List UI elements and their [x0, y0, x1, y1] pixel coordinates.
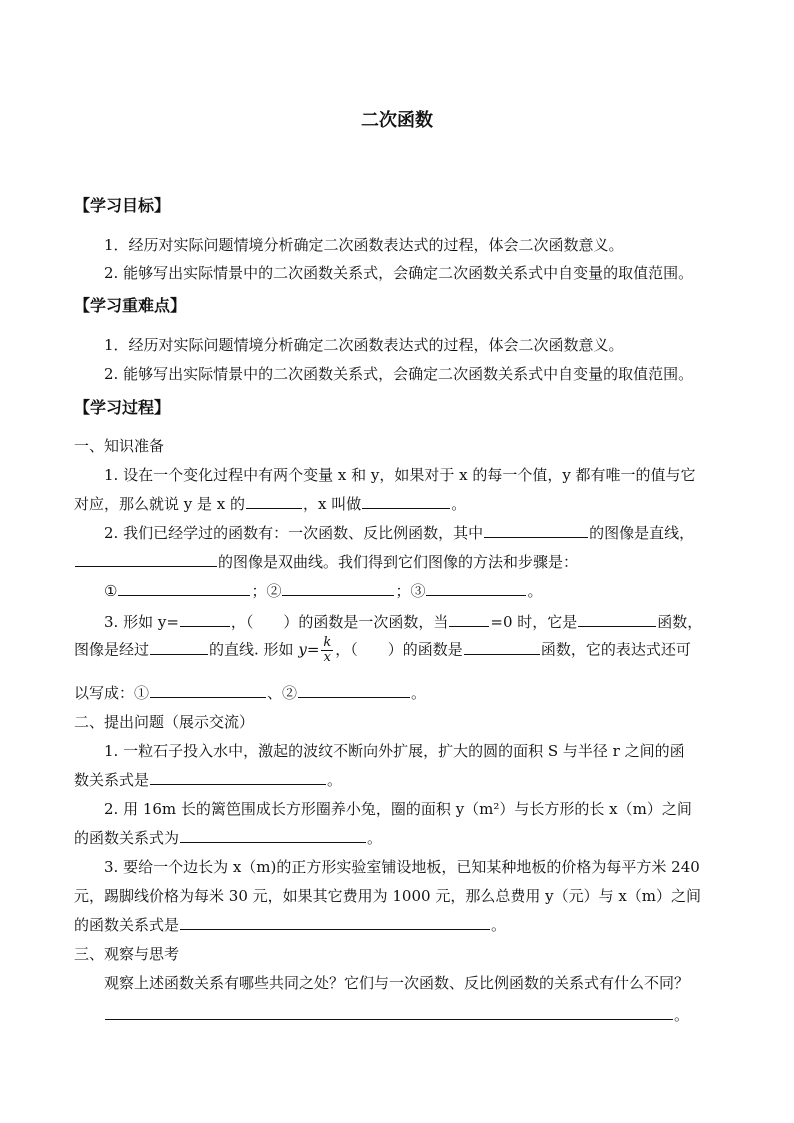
answer-blank[interactable]	[449, 611, 489, 627]
formula-equals: =	[306, 640, 320, 659]
text: 。	[451, 495, 467, 513]
part1-q2-line1	[104, 522, 694, 543]
answer-blank[interactable]	[150, 639, 208, 655]
text: 的函数关系式是	[74, 916, 180, 934]
text: 函数，	[657, 613, 703, 631]
part1-q3-line2	[74, 636, 691, 665]
text: =0 时，它是	[490, 613, 578, 631]
text: 。	[527, 582, 543, 600]
part2-heading: 二、提出问题（展示交流）	[74, 713, 255, 731]
part2-q1-line2	[74, 769, 342, 790]
part3-heading: 三、观察与思考	[74, 945, 180, 963]
answer-blank[interactable]	[180, 827, 366, 843]
part2-q3-line1: 3. 要给一个边长为 x（m)的正方形实验室铺设地板，已知某种地板的价格为每平方米 240	[104, 858, 700, 876]
difficulty-item-1: 1．经历对实际问题情境分析确定二次函数表达式的过程，体会二次函数意义。	[104, 336, 624, 354]
formula-y: y	[298, 640, 307, 659]
text: 。	[674, 1006, 690, 1024]
part1-q3-line1	[104, 611, 702, 632]
answer-blank[interactable]	[282, 580, 394, 596]
section-process: 【学习过程】	[74, 398, 171, 417]
text: 2. 我们已经学过的函数有：一次函数、反比例函数，其中	[104, 524, 484, 542]
text: 图像是经过	[74, 640, 150, 659]
answer-blank[interactable]	[484, 522, 588, 538]
part1-q2-line3	[104, 580, 543, 601]
part2-q3-line2: 元，踢脚线价格为每米 30 元，如果其它费用为 1000 元，那么总费用 y（元）与 x（m）之间	[74, 887, 702, 905]
answer-blank[interactable]	[118, 580, 250, 596]
text: 的直线. 形如	[209, 640, 294, 659]
answer-blank[interactable]	[362, 493, 450, 509]
part1-q1-line1: 1. 设在一个变化过程中有两个变量 x 和 y，如果对于 x 的每一个值，y 都有唯一的值与它	[104, 466, 696, 484]
text: ，（ ）的函数是一次函数，当	[230, 613, 449, 631]
text: ，（ ）的函数是	[335, 640, 463, 659]
part2-q1-line1: 1. 一粒石子投入水中，激起的波纹不断向外扩展，扩大的圆的面积 S 与半径 r 之间的函	[104, 742, 685, 760]
text: 。	[491, 916, 507, 934]
text: 函数，它的表达式还可	[540, 640, 691, 659]
answer-blank[interactable]	[426, 580, 526, 596]
answer-blank[interactable]	[464, 639, 540, 655]
answer-blank[interactable]	[150, 682, 266, 698]
part3-answer-line	[104, 1004, 689, 1025]
part2-q2-line1: 2. 用 16m 长的篱笆围成长方形圈养小兔，圈的面积 y（m²）与长方形的长 x（m）之间	[104, 800, 692, 818]
answer-blank[interactable]	[105, 1004, 673, 1020]
text: 对应，那么就说 y 是 x 的	[74, 495, 246, 513]
part1-heading: 一、知识准备	[74, 437, 165, 455]
text: 、②	[267, 684, 298, 702]
text: 的函数关系式为	[74, 829, 180, 847]
fraction-denominator: x	[323, 650, 332, 665]
answer-blank[interactable]	[578, 611, 656, 627]
answer-blank[interactable]	[298, 682, 410, 698]
answer-blank[interactable]	[180, 914, 490, 930]
text: 。	[327, 771, 343, 789]
difficulty-item-2: 2. 能够写出实际情景中的二次函数关系式，会确定二次函数关系式中自变量的取值范围。	[104, 365, 694, 383]
text: 以写成：①	[74, 684, 150, 702]
part2-q3-line3	[74, 914, 506, 935]
part1-q2-line2	[74, 551, 578, 572]
part1-q1-line2	[74, 493, 466, 514]
text: 。	[411, 684, 427, 702]
text: 的图像是直线，	[589, 524, 695, 542]
text: ①	[104, 582, 118, 600]
page-title: 二次函数	[361, 110, 433, 131]
part2-q2-line2	[74, 827, 382, 848]
goal-item-1: 1．经历对实际问题情境分析确定二次函数表达式的过程，体会二次函数意义。	[104, 236, 624, 254]
section-goals: 【学习目标】	[74, 196, 171, 215]
text: 数关系式是	[74, 771, 150, 789]
section-difficulties: 【学习重难点】	[74, 296, 187, 315]
part1-q3-line3	[74, 682, 426, 703]
answer-blank[interactable]	[150, 769, 326, 785]
text: ；③	[395, 582, 426, 600]
answer-blank[interactable]	[180, 611, 230, 627]
fraction-numerator: k	[323, 635, 332, 650]
text: 的图像是双曲线。我们得到它们图像的方法和步骤是：	[218, 553, 579, 571]
goal-item-2: 2. 能够写出实际情景中的二次函数关系式，会确定二次函数关系式中自变量的取值范围。	[104, 264, 694, 282]
text: 3. 形如 y=	[104, 613, 179, 631]
text: ；②	[251, 582, 282, 600]
text: ，x 叫做	[303, 495, 362, 513]
fraction-k-over-x	[321, 636, 333, 665]
answer-blank[interactable]	[246, 493, 302, 509]
part3-question: 观察上述函数关系有哪些共同之处？它们与一次函数、反比例函数的关系式有什么不同？	[104, 974, 690, 992]
text: 。	[367, 829, 383, 847]
answer-blank[interactable]	[75, 551, 217, 567]
